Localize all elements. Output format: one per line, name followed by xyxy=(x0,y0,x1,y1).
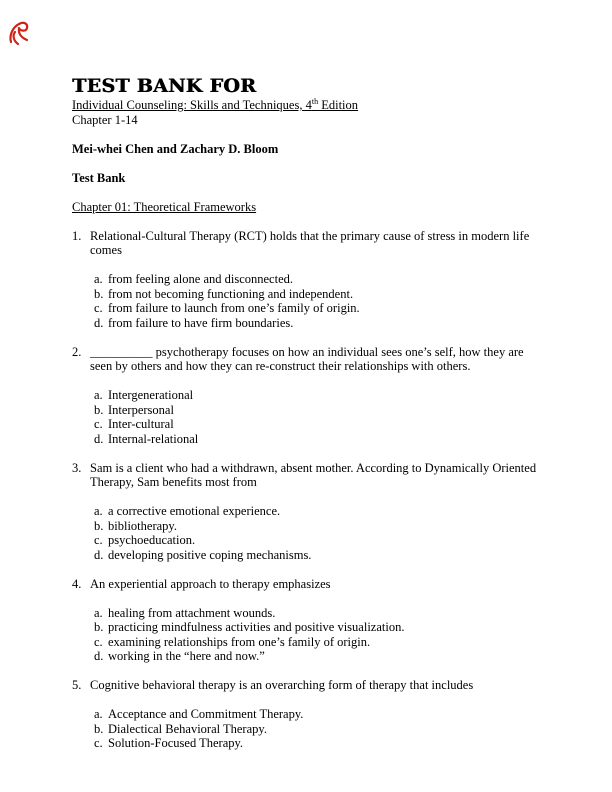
chapter-heading: Chapter 01: Theoretical Frameworks xyxy=(72,199,257,214)
question-text: __________ psychotherapy focuses on how an individual sees one’s self, how they are seen by others and how they can re-construct their relationships with others. xyxy=(90,344,524,373)
option-letter: b. xyxy=(94,402,104,417)
option-row xyxy=(90,649,540,664)
option-row xyxy=(90,432,540,447)
option-row xyxy=(90,301,540,316)
option-text: developing positive coping mechanisms. xyxy=(108,547,312,562)
option-row xyxy=(90,620,540,635)
option-letter: a. xyxy=(94,272,103,286)
option-row xyxy=(90,736,540,751)
option-row xyxy=(90,388,540,403)
option-row xyxy=(90,548,540,563)
chapter-range: Chapter 1-14 xyxy=(72,112,138,127)
subtitle-suffix: Edition xyxy=(318,98,359,112)
question-number: 3. xyxy=(72,460,82,475)
option-text: working in the “here and now.” xyxy=(108,649,265,663)
option-letter: d. xyxy=(94,649,104,663)
option-letter: b. xyxy=(94,721,104,736)
page-title: TEST BANK FOR xyxy=(72,75,257,97)
subtitle-text: Individual Counseling: Skills and Techniques, 4 xyxy=(72,98,312,112)
option-text: from failure to have firm boundaries. xyxy=(108,315,294,330)
subtitle xyxy=(72,98,540,113)
option-text: Internal-relational xyxy=(108,431,199,446)
option-letter: a. xyxy=(94,504,103,518)
blank-line xyxy=(72,330,540,345)
option-text: from failure to launch from one’s family of origin. xyxy=(108,301,360,315)
question-number: 5. xyxy=(72,678,82,692)
question-text: Cognitive behavioral therapy is an overarching form of therapy that includes xyxy=(90,678,474,692)
option-letter: d. xyxy=(94,315,104,330)
options-list xyxy=(90,504,540,562)
option-letter: c. xyxy=(94,301,103,315)
option-text: practicing mindfulness activities and positive visualization. xyxy=(108,620,405,634)
question-item xyxy=(72,461,540,563)
option-letter: b. xyxy=(94,286,104,301)
option-text: from not becoming functioning and independent. xyxy=(108,286,354,301)
question-number: 2. xyxy=(72,344,82,359)
option-row xyxy=(90,504,540,519)
option-row xyxy=(90,519,540,534)
options-list xyxy=(90,272,540,330)
question-number: 1. xyxy=(72,228,82,243)
question-text: Sam is a client who had a withdrawn, absent mother. According to Dynamically Oriented Therapy, Sam benefits most from xyxy=(90,460,537,489)
question-item xyxy=(72,229,540,331)
subtitle-superscript: th xyxy=(311,96,319,106)
option-text: from feeling alone and disconnected. xyxy=(108,272,293,286)
option-row xyxy=(90,707,540,722)
option-row xyxy=(90,417,540,432)
question-number: 4. xyxy=(72,576,82,591)
options-list xyxy=(90,606,540,664)
blank-line xyxy=(72,156,540,171)
red-ornament-icon xyxy=(6,18,32,48)
question-item xyxy=(72,678,540,751)
option-row xyxy=(90,287,540,302)
option-letter: d. xyxy=(94,547,104,562)
question-item xyxy=(72,345,540,447)
option-text: Solution-Focused Therapy. xyxy=(108,736,244,750)
option-letter: a. xyxy=(94,388,103,402)
option-text: Inter-cultural xyxy=(108,417,174,431)
question-text: An experiential approach to therapy emphasizes xyxy=(90,576,331,591)
option-letter: c. xyxy=(94,736,103,750)
option-text: Acceptance and Commitment Therapy. xyxy=(108,707,304,721)
section-title: Test Bank xyxy=(72,170,126,185)
option-text: healing from attachment wounds. xyxy=(108,605,276,620)
blank-line xyxy=(72,214,540,229)
option-text: psychoeducation. xyxy=(108,533,196,547)
option-text: examining relationships from one’s family of origin. xyxy=(108,634,371,649)
option-letter: c. xyxy=(94,634,103,649)
question-item xyxy=(72,577,540,664)
blank-line xyxy=(72,446,540,461)
blank-line xyxy=(72,664,540,679)
option-text: bibliotherapy. xyxy=(108,518,177,533)
question-text: Relational-Cultural Therapy (RCT) holds that the primary cause of stress in modern life comes xyxy=(90,228,530,257)
option-text: Dialectical Behavioral Therapy. xyxy=(108,721,267,736)
blank-line xyxy=(72,127,540,142)
options-list xyxy=(90,388,540,446)
option-text: a corrective emotional experience. xyxy=(108,504,281,518)
options-list xyxy=(90,707,540,751)
blank-line xyxy=(72,185,540,200)
option-letter: a. xyxy=(94,605,103,620)
option-row xyxy=(90,316,540,331)
blank-line xyxy=(72,562,540,577)
option-row xyxy=(90,722,540,737)
option-row xyxy=(90,635,540,650)
option-row xyxy=(90,533,540,548)
option-text: Intergenerational xyxy=(108,388,194,402)
option-letter: a. xyxy=(94,707,103,721)
option-letter: d. xyxy=(94,431,104,446)
option-letter: c. xyxy=(94,417,103,431)
option-letter: c. xyxy=(94,533,103,547)
option-row xyxy=(90,403,540,418)
option-row xyxy=(90,606,540,621)
option-letter: b. xyxy=(94,620,104,634)
option-row xyxy=(90,272,540,287)
authors-line: Mei-whei Chen and Zachary D. Bloom xyxy=(72,141,279,156)
option-letter: b. xyxy=(94,518,104,533)
option-text: Interpersonal xyxy=(108,402,174,417)
